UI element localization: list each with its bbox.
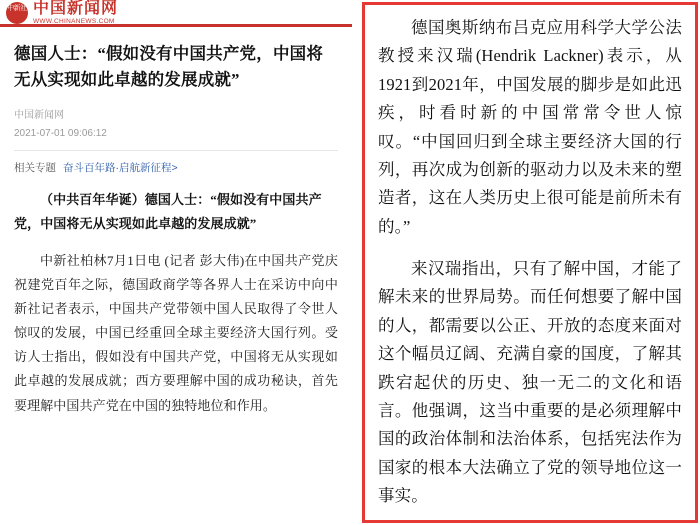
site-masthead [0,0,352,27]
related-topic-label: 相关专题 [14,162,56,175]
site-name-en: WWW.CHINANEWS.COM [33,18,115,25]
related-topic-link[interactable]: 奋斗百年路·启航新征程> [63,162,178,175]
article-source: 中国新闻网 [14,110,64,122]
highlighted-excerpt-panel [362,2,698,523]
article-lead-paragraph: （中共百年华诞）德国人士：“假如没有中国共产党，中国将无从实现如此卓越的发展成就” [14,192,322,232]
site-name-cn: 中国新闻网 [33,0,119,17]
logo-text-block [33,1,118,26]
divider [14,150,338,151]
article-timestamp: 2021-07-01 09:06:12 [14,128,107,140]
highlight-paragraph: 德国奥斯纳布吕克应用科学大学公法教授来汉瑞(Hendrik Lackner)表示，从1921到2021年，中国发展的脚步是如此迅疾，时看时新的中国常常令世人惊叹。“中国回归到全球主要经济大国的行列，再次成为创新的驱动力以及未来的塑造者，这在人类历史上很可能是前所未有的。” [378,18,682,236]
related-topic-row [14,160,338,175]
highlight-paragraph: 来汉瑞指出，只有了解中国，才能了解未来的世界局势。而任何想要了解中国的人，都需要以公正、开放的态度来面对这个幅员辽阔、充满自豪的国度，了解其跌宕起伏的历史、独一无二的文化和语言。他强调，这当中重要的是必须理解中国的政治体制和法治体系，包括宪法作为国家的根本大法确立了党的领导地位这一事实。 [378,259,682,505]
site-logo[interactable] [0,0,118,26]
chinanews-seal-icon: 中新社 [6,2,28,24]
article-body-paragraph: 中新社柏林7月1日电 (记者 彭大伟)在中国共产党庆祝建党百年之际，德国政商学等各界人士在采访中向中新社记者表示，中国共产党带领中国人民取得了令世人惊叹的发展，中国已经重回全球主要经济大国行列。受访人士指出，假如没有中国共产党，中国将无从实现如此卓越的发展成就；西方要理解中国的成功秘诀，首先要理解中国共产党在中国的独特地位和作用。 [14,253,338,413]
page-title: 德国人士：“假如没有中国共产党，中国将无从实现如此卓越的发展成就” [14,44,324,89]
